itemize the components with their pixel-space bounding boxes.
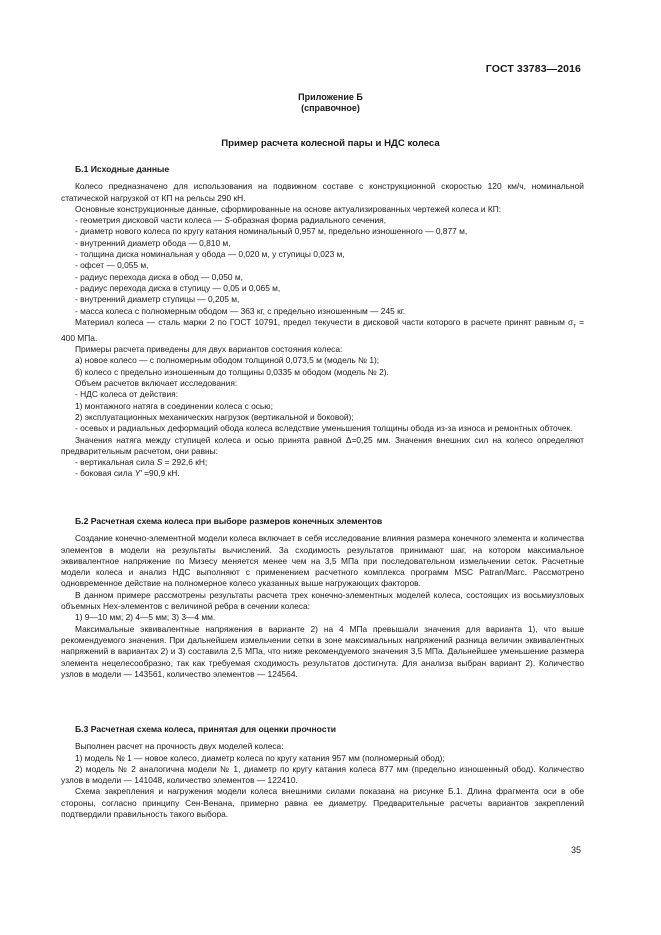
list-item: - внутренний диаметр ступицы — 0,205 м, [75,294,240,305]
list-item: - геометрия дисковой части колеса — S-образная форма радиального сечения, [75,215,387,226]
list-item: - НДС колеса от действия: [75,389,179,400]
section-heading: Б.2 Расчетная схема колеса при выборе размеров конечных элементов [75,516,383,526]
paragraph: Объем расчетов включает исследования: [75,378,238,389]
list-item: 1) модель № 1 — новое колесо, диаметр колеса по кругу катания 957 мм (полномерный обод); [75,752,445,763]
paragraph: В данном примере рассмотрены результаты расчета трех конечно-элементных моделей колеса, состоящих из восьмиузловых объемных Hex-элементов с величиной ребра в сечении колеса: [61,589,584,612]
section-heading: Б.1 Исходные данные [75,164,170,174]
list-item: 1) 9—10 мм; 2) 4—5 мм; 3) 3—4 мм. [75,612,216,623]
list-item: 2) эксплуатационных механических нагрузок (вертикальной и боковой); [75,411,354,422]
paragraph: Значения натяга между ступицей колеса и осью принята равной Δ=0,25 мм. Значения внешних сил на колесо определяют предварительным расчетом, они равны: [61,434,584,456]
paragraph: Максимальные эквивалентные напряжения в варианте 2) на 4 МПа превышали значения для варианта 1), что выше рекомендуемого значения. При дальнейшем измельчении сетки в зоне максимальных напряжений разница величин эквивалентных напряжений в вариантах 2) и 3) составила 2,5 МПа, что ниже рекомендуемого значения 3,5 МПа. Дальнейшее уменьшение размера элемента нецелесообразно, так как требуемая сходимость результатов достигнута. Для анализа выбран вариант 2). Количество узлов в модели — 143561, количество элементов — 124564. [61,623,584,679]
list-item: 1) монтажного натяга в соединении колеса с осью; [75,400,273,411]
paragraph: Материал колеса — сталь марки 2 по ГОСТ 10791, предел текучести в дисковой части которого в расчете принят равным $\sigma_т = 400$ МПа. [61,316,584,343]
appendix-subtitle: (справочное) [301,103,360,113]
section-b1 [61,164,584,480]
paragraph: Выполнен расчет на прочность двух моделей колеса: [75,741,284,752]
list-item: а) новое колесо — с полномерным ободом толщиной 0,073,5 м (модель № 1); [75,355,380,366]
appendix-title: Приложение Б [298,92,363,102]
list-item: - внутренний диаметр обода — 0,810 м, [75,237,231,248]
page-title: Пример расчета колесной пары и НДС колеса [221,138,440,149]
paragraph: Создание конечно-элементной модели колеса включает в себя исследование влияния размера конечного элемента и количества элементов в модели на результаты вычислений. За сходимость результатов принимают шаг, на котором максимальное эквивалентное напряжение по Мизесу меняется менее чем на 3,5 МПа при последовательном измельчении сеток. Расчетные модели колеса и анализ НДС выполняют с применением расчетного комплекса программ MSC Patran/Marc. Рассмотрено одновременное действие на полномерное колесо указанных выше нагружающих факторов. [61,533,584,589]
paragraph: Схема закрепления и нагружения модели колеса внешними силами показана на рисунке Б.1. Длина фрагмента оси в обе стороны, согласно принципу Сен-Венана, примерно равна ее диаметру. Предварительные расчеты вариантов закреплений подтвердили правильность такого выбора. [61,786,584,820]
list-item: б) колесо с предельно изношенным до толщины 0,0335 м ободом (модель № 2). [75,366,389,377]
list-item: - толщина диска номинальная у обода — 0,020 м, у ступицы 0,023 м, [75,249,345,260]
document-number: ГОСТ 33783—2016 [485,63,581,75]
list-item: - масса колеса с полномерным ободом — 363 кг, с предельно изношенным — 245 кг. [75,305,406,316]
paragraph: Примеры расчета приведены для двух вариантов состояния колеса: [75,344,343,355]
list-item: - боковая сила Y' =90,9 кН. [75,468,180,479]
section-b2 [61,516,584,680]
list-item: - радиус перехода диска в обод — 0,050 м, [75,271,243,282]
list-item: - осевых и радиальных деформаций обода колеса вследствие уменьшения толщины обода из-за износа и ремонтных обточек. [75,423,573,434]
section-heading: Б.3 Расчетная схема колеса, принятая для оценки прочности [75,724,337,734]
list-item: - вертикальная сила S = 292,6 кН; [75,457,208,468]
page-number: 35 [570,845,581,855]
paragraph: Основные конструкционные данные, сформированные на основе актуализированных чертежей колеса и КП: [75,203,502,214]
section-b3 [61,724,584,820]
list-item: 2) модель № 2 аналогична модели № 1, диаметр по кругу катания колеса 877 мм (предельно изношенный обод). Количество узлов в модели — 141048, количество элементов — 122410. [61,763,584,786]
list-item: - радиус перехода диска в ступицу — 0,05 и 0,065 м, [75,282,281,293]
list-item: - офсет — 0,055 м, [75,260,149,271]
list-item: - диаметр нового колеса по кругу катания номинальный 0,957 м, предельно изношенного — 0,877 м, [75,226,468,237]
paragraph: Колесо предназначено для использования на подвижном составе с конструкционной скоростью 120 км/ч, номинальной статической нагрузкой от КП на рельсы 290 кН. [61,181,584,203]
